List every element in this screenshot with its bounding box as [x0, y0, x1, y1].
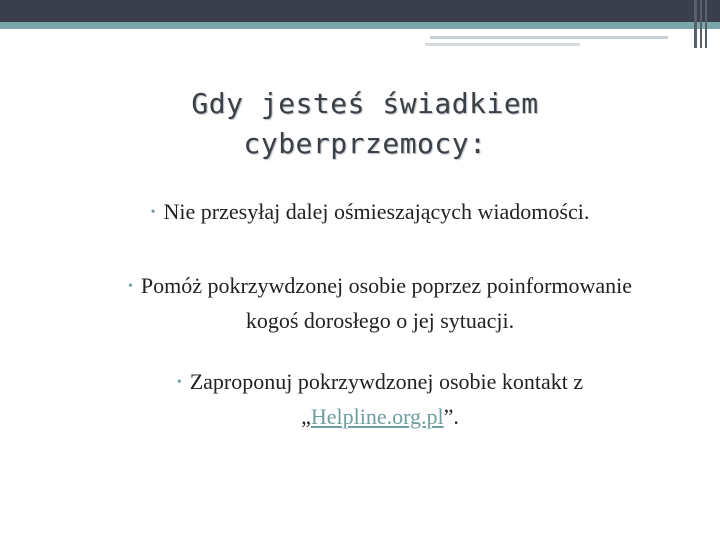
top-divider-line-short: [425, 43, 580, 46]
top-decorative-band: [0, 0, 720, 22]
right-decor-stripe: [705, 0, 707, 48]
bullet-item: [60, 196, 680, 231]
bullet-text: Pomóż pokrzywdzonej osobie poprzez poinformowanie: [140, 273, 633, 298]
quote-open: „: [301, 404, 311, 429]
bullet-text: kogoś dorosłego o jej sytuacji.: [245, 308, 515, 333]
bullet-marker: •: [176, 375, 182, 390]
quote-close: ”.: [443, 404, 459, 429]
bullet-item: [100, 366, 660, 432]
right-decor-stripe: [694, 0, 697, 48]
slide-title: [0, 84, 720, 164]
slide-title-line: Gdy jesteś świadkiem: [191, 87, 539, 120]
right-decor-stripe: [700, 0, 702, 48]
bullet-text: Nie przesyłaj dalej ośmieszających wiadomości.: [163, 199, 590, 224]
bullet-marker: •: [150, 205, 156, 220]
bullet-item: [40, 270, 720, 336]
helpline-link[interactable]: Helpline.org.pl: [310, 404, 444, 429]
top-accent-stripe: [0, 22, 720, 29]
bullet-text: Zaproponuj pokrzywdzonej osobie kontakt z: [189, 369, 584, 394]
slide-title-line: cyberprzemocy:: [243, 127, 487, 160]
top-divider-line: [430, 36, 668, 39]
bullet-marker: •: [127, 279, 133, 294]
